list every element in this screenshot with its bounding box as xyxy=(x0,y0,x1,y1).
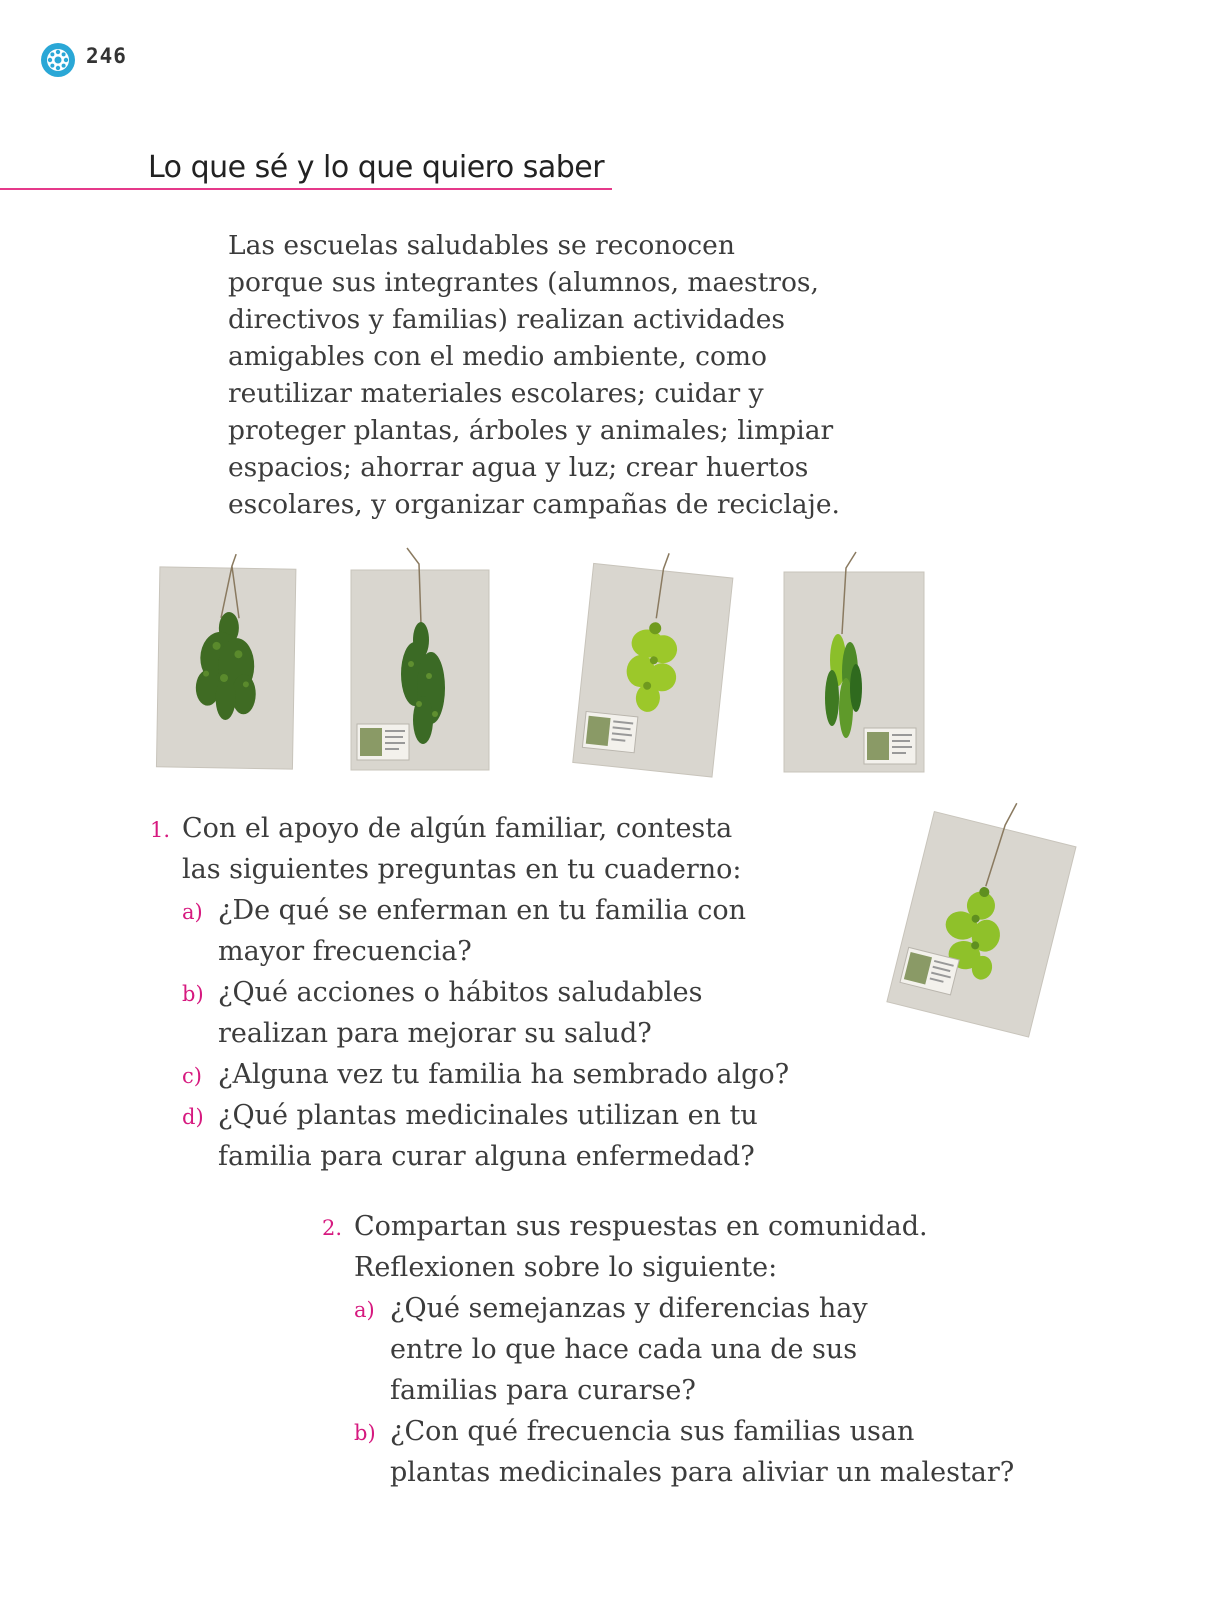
intro-line: porque sus integrantes (alumnos, maestros, xyxy=(228,267,819,298)
sub-question-line: ¿Con qué frecuencia sus familias usan xyxy=(390,1416,915,1447)
page-badge-icon xyxy=(40,42,76,78)
info-label-icon xyxy=(864,728,916,764)
sub-question-line: realizan para mejorar su salud? xyxy=(218,1018,652,1049)
question-line: Con el apoyo de algún familiar, contesta xyxy=(182,813,733,844)
intro-line: Las escuelas saludables se reconocen xyxy=(228,230,735,261)
sub-question-letter: b) xyxy=(182,982,204,1006)
page-number: 246 xyxy=(86,44,127,68)
intro-line: directivos y familias) realizan actividades xyxy=(228,304,785,335)
sub-question-letter: c) xyxy=(182,1064,202,1088)
question-line: Reflexionen sobre lo siguiente: xyxy=(354,1252,778,1283)
sub-question-line: ¿Alguna vez tu familia ha sembrado algo? xyxy=(218,1059,790,1090)
intro-line: proteger plantas, árboles y animales; limpiar xyxy=(228,415,834,446)
question-text xyxy=(354,1206,928,1288)
sub-question-line: ¿Qué semejanzas y diferencias hay xyxy=(390,1293,868,1324)
sub-question-line: ¿Qué plantas medicinales utilizan en tu xyxy=(218,1100,758,1131)
intro-line: reutilizar materiales escolares; cuidar y xyxy=(228,378,764,409)
sub-question-letter: a) xyxy=(182,900,203,924)
title-underline xyxy=(0,188,612,190)
sub-question-line: ¿Qué acciones o hábitos saludables xyxy=(218,977,703,1008)
info-label-icon xyxy=(582,712,637,753)
question-line: las siguientes preguntas en tu cuaderno: xyxy=(182,854,742,885)
herb-card-image xyxy=(876,796,1084,1048)
sub-question-line: familias para curarse? xyxy=(390,1375,696,1406)
herb-card-image xyxy=(560,548,740,788)
intro-paragraph xyxy=(228,227,918,523)
section-title: Lo que sé y lo que quiero saber xyxy=(148,150,605,185)
question-number: 1. xyxy=(150,818,171,842)
intro-line: escolares, y organizar campañas de reciclaje. xyxy=(228,489,840,520)
info-label-icon xyxy=(357,724,409,760)
question-line: Compartan sus respuestas en comunidad. xyxy=(354,1211,928,1242)
sub-question-letter: d) xyxy=(182,1105,204,1129)
herb-card-image xyxy=(345,544,495,774)
intro-line: espacios; ahorrar agua y luz; crear huertos xyxy=(228,452,809,483)
intro-line: amigables con el medio ambiente, como xyxy=(228,341,767,372)
sub-question-letter: a) xyxy=(354,1298,375,1322)
question-text xyxy=(182,808,742,890)
question-number: 2. xyxy=(322,1216,343,1240)
herb-card-image xyxy=(150,548,302,774)
herb-card-image xyxy=(780,548,930,778)
sub-question-line: familia para curar alguna enfermedad? xyxy=(218,1141,755,1172)
sub-question-line: entre lo que hace cada una de sus xyxy=(390,1334,858,1365)
sub-question-line: mayor frecuencia? xyxy=(218,936,472,967)
sub-question-line: plantas medicinales para aliviar un malestar? xyxy=(390,1457,1015,1488)
sub-question-letter: b) xyxy=(354,1421,376,1445)
sub-question-line: ¿De qué se enferman en tu familia con xyxy=(218,895,747,926)
